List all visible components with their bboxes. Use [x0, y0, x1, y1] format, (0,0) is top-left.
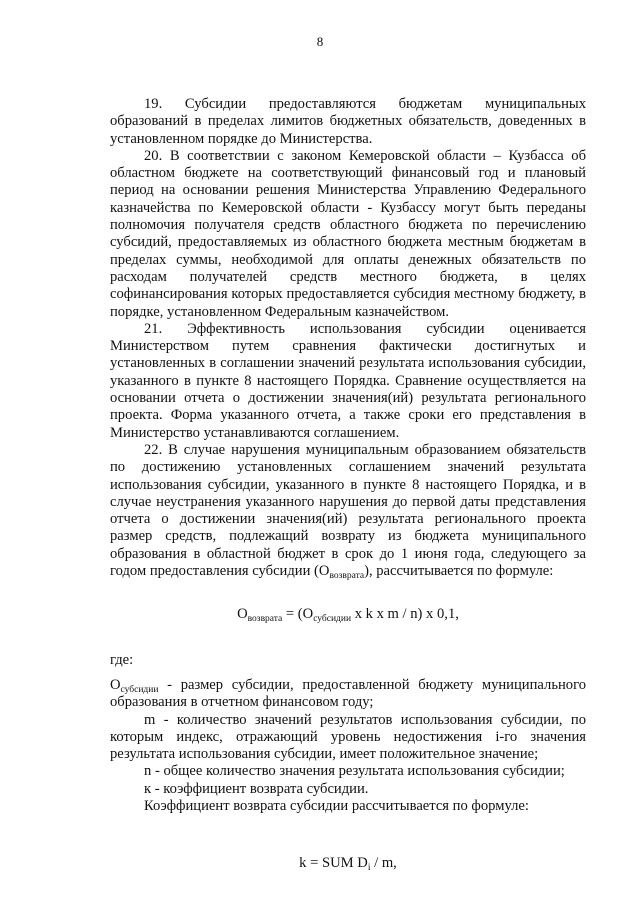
paragraph-22-subscript: возврата — [329, 571, 365, 582]
formula-return — [110, 606, 586, 623]
definition-o-subscript: субсидии — [120, 684, 159, 695]
formula-return-mid: = (О — [282, 606, 314, 623]
definition-o-symbol: О — [110, 676, 121, 693]
definition-o — [110, 677, 586, 712]
page-number: 8 — [316, 34, 324, 49]
formula-k — [110, 855, 586, 872]
definition-n: n - общее количество значения результата использования субсидии; — [144, 763, 565, 780]
k-intro: Коэффициент возврата субсидии рассчитывается по формуле: — [144, 797, 529, 814]
definition-m: m - количество значений результатов использования субсидии, по которым индекс, отражающий уровень недостижения i-го значения результата использования субсидии, имеет положительное значение; — [110, 711, 586, 763]
formula-k-lhs: k = SUM D — [299, 855, 368, 872]
formula-return-lhs-sub: возврата — [247, 614, 283, 625]
formula-return-rhs: х k х m / n) х 0,1, — [351, 606, 459, 623]
definition-o-text: - размер субсидии, предоставленной бюджету муниципального образования в отчетном финансовом году; — [110, 676, 586, 711]
formula-k-sub: i — [367, 863, 371, 874]
where-label: где: — [110, 651, 134, 668]
paragraph-22-tail: ), рассчитывается по формуле: — [364, 563, 554, 580]
formula-return-lhs: О — [237, 606, 248, 623]
paragraph-20: 20. В соответствии с законом Кемеровской области – Кузбасса об областном бюджете на соответствующий финансовый год и плановый период на основании решения Министерства Управлению Федерального казначейства по Кемеровской области - Кузбассу могут быть переданы полномочия получателя средств областного бюджета по перечислению субсидий, предоставляемых из областного бюджета местным бюджетам в пределах суммы, необходимой для оплаты денежных обязательств по расходам получателей средств местного бюджета, в целях софинансирования которых предоставляется субсидия местному бюджету, в порядке, установленном Федеральным казначейством. — [110, 147, 586, 320]
definition-k: к - коэффициент возврата субсидии. — [144, 780, 369, 797]
paragraph-22-text: 22. В случае нарушения муниципальным образованием обязательств по достижению установленных соглашением значений результата использования субсидии, указанного в пункте 8 настоящего Порядка, и в случае неустранения указанного нарушения до первой даты представления отчета о достижении значения(ий) результата регионального проекта размер средств, подлежащий возврату из бюджета муниципального образования в областной бюджет в срок до 1 июня года, следующего за годом предоставления субсидии (О — [110, 441, 586, 580]
paragraph-19: 19. Субсидии предоставляются бюджетам муниципальных образований в пределах лимитов бюджетных обязательств, доведенных в установленном порядке до Министерства. — [110, 96, 586, 147]
paragraph-21: 21. Эффективность использования субсидии оценивается Министерством путем сравнения фактически достигнутых и установленных в соглашении значений результата использования субсидии, указанного в пункте 8 настоящего Порядка. Сравнение осуществляется на основании отчета о достижении значения(ий) результата регионального проекта. Форма указанного отчета, а также сроки его представления в Министерство устанавливаются соглашением. — [110, 320, 586, 441]
formula-k-rhs: / m, — [370, 855, 397, 872]
formula-return-mid-sub: субсидии — [313, 614, 352, 625]
document-body — [110, 96, 586, 873]
paragraph-22 — [110, 442, 586, 580]
